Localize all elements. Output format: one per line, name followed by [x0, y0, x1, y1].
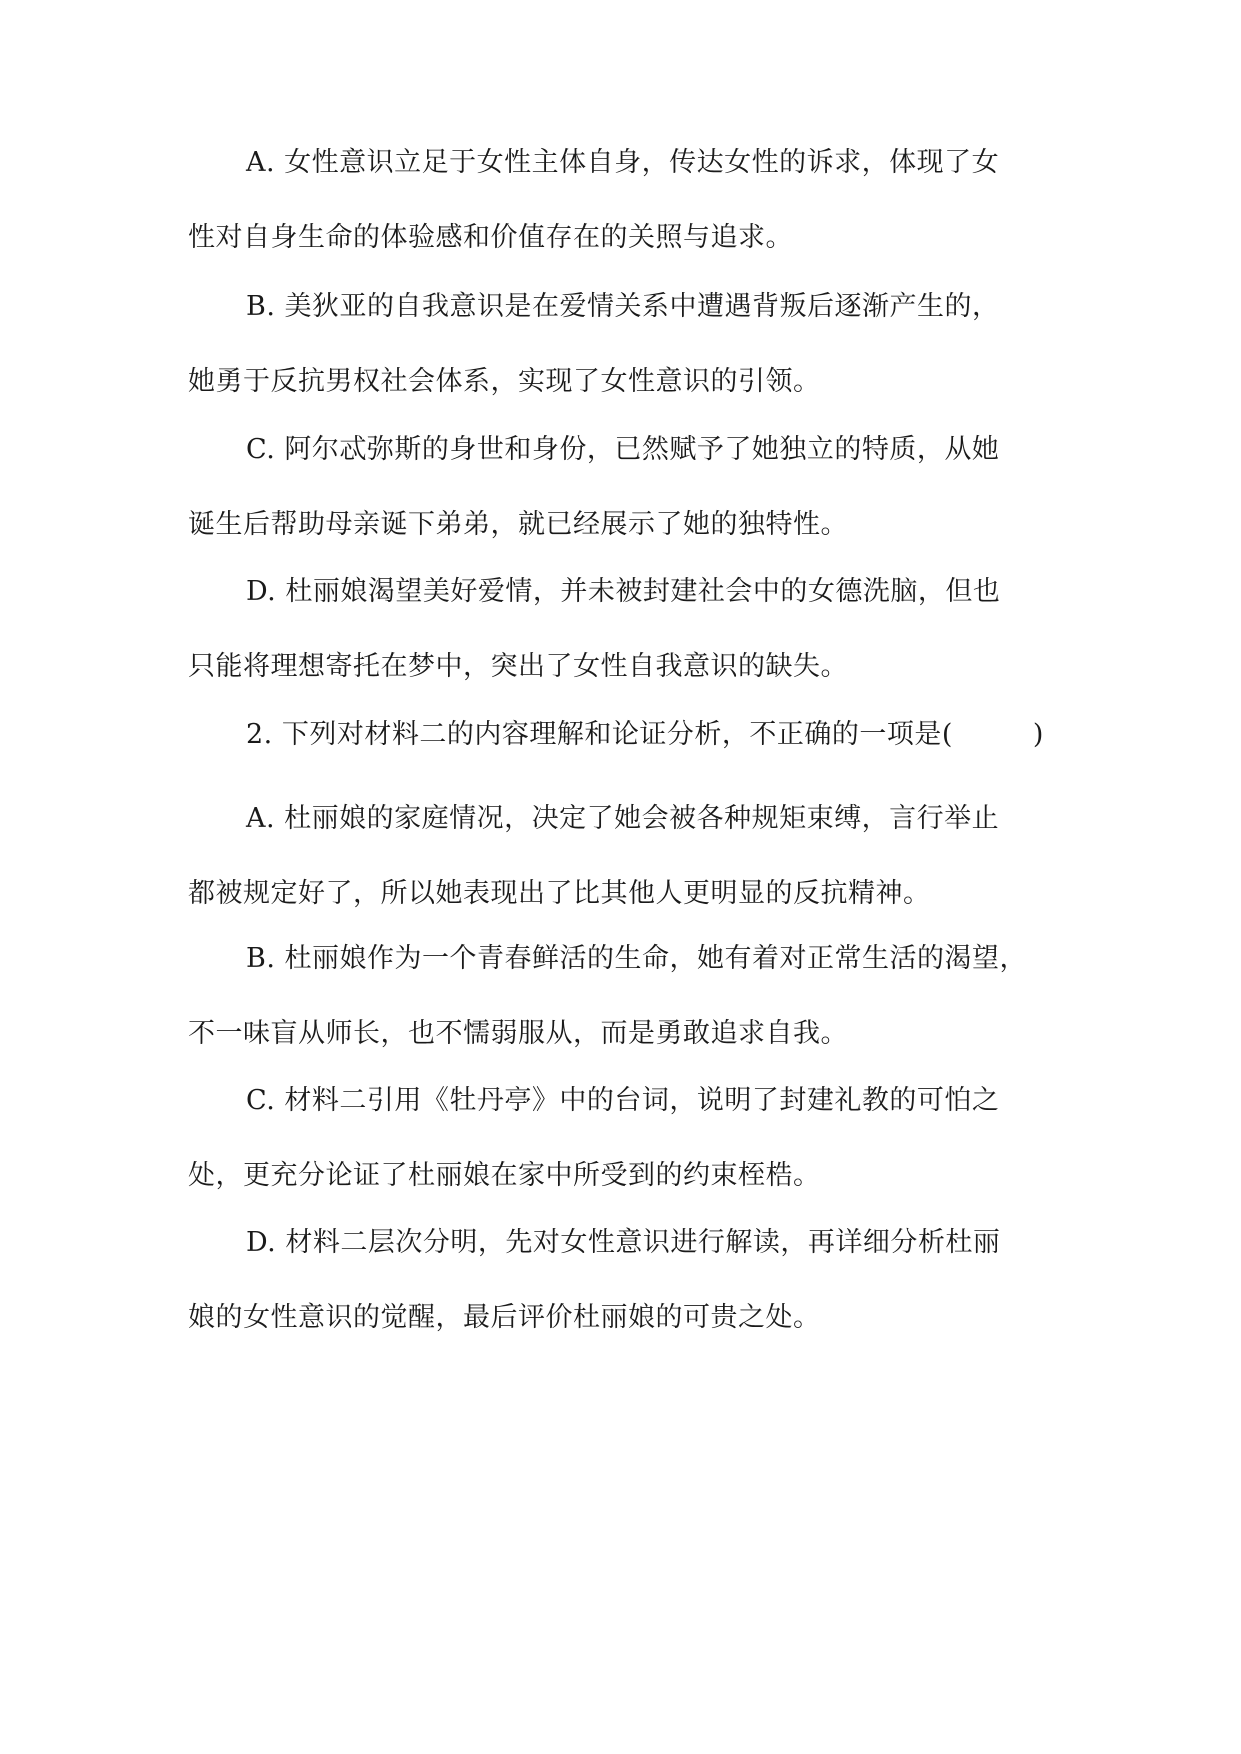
q2-option-b-line2: 不一味盲从师长，也不懦弱服从，而是勇敢追求自我。	[188, 1018, 848, 1049]
question-2	[188, 697, 1048, 772]
q2-option-a-line2: 都被规定好了，所以她表现出了比其他人更明显的反抗精神。	[188, 878, 931, 909]
q2-option-c	[188, 1063, 1048, 1213]
q2-option-c-line2: 处，更充分论证了杜丽娘在家中所受到的约束桎梏。	[188, 1160, 821, 1191]
q1-option-c-line2: 诞生后帮助母亲诞下弟弟，就已经展示了她的独特性。	[188, 509, 848, 540]
q1-option-b-line1: B. 美狄亚的自我意识是在爱情关系中遭遇背叛后逐渐产生的，	[246, 291, 1000, 322]
q1-option-c	[188, 412, 1048, 562]
q2-option-c-line1: C. 材料二引用《牡丹亭》中的台词，说明了封建礼教的可怕之	[246, 1085, 1000, 1116]
q2-option-b-line1: B. 杜丽娘作为一个青春鲜活的生命，她有着对正常生活的渴望，	[246, 943, 1028, 974]
question-2-close-bracket: )	[1032, 719, 1044, 750]
q1-option-b-line2: 她勇于反抗男权社会体系，实现了女性意识的引领。	[188, 366, 821, 397]
q1-option-d	[188, 554, 1048, 704]
question-2-line	[188, 697, 1048, 772]
q1-option-a-line1: A. 女性意识立足于女性主体自身，传达女性的诉求，体现了女	[246, 147, 1000, 178]
q2-option-b	[188, 921, 1048, 1071]
q1-option-d-line1: D. 杜丽娘渴望美好爱情，并未被封建社会中的女德洗脑，但也	[246, 576, 1001, 607]
q2-option-d-line2: 娘的女性意识的觉醒，最后评价杜丽娘的可贵之处。	[188, 1302, 821, 1333]
q2-option-d-line1: D. 材料二层次分明，先对女性意识进行解读，再详细分析杜丽	[246, 1227, 1001, 1258]
q2-option-d	[188, 1205, 1048, 1355]
q2-option-a	[188, 781, 1048, 931]
q2-option-a-line1: A. 杜丽娘的家庭情况，决定了她会被各种规矩束缚，言行举止	[246, 803, 1000, 834]
q1-option-a	[188, 125, 1048, 275]
q1-option-d-line2: 只能将理想寄托在梦中，突出了女性自我意识的缺失。	[188, 651, 848, 682]
q1-option-c-line1: C. 阿尔忒弥斯的身世和身份，已然赋予了她独立的特质，从她	[246, 434, 1000, 465]
question-2-stem: 2. 下列对材料二的内容理解和论证分析，不正确的一项是(	[246, 719, 953, 750]
q1-option-b	[188, 269, 1048, 419]
q1-option-a-line2: 性对自身生命的体验感和价值存在的关照与追求。	[188, 222, 793, 253]
